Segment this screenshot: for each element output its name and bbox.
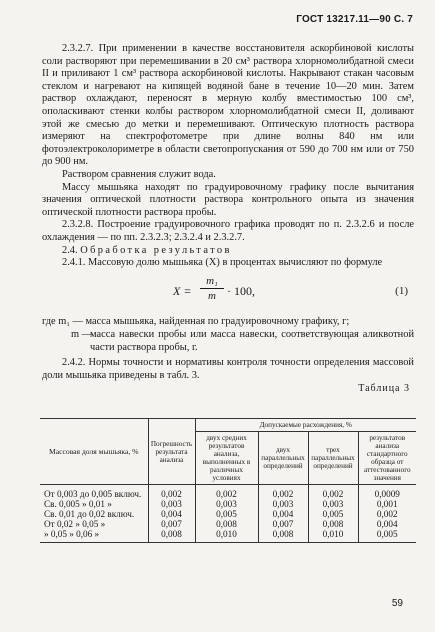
column-mass-fraction: Массовая доля мышьяка, %: [40, 419, 148, 485]
formula-denominator: m: [208, 290, 216, 303]
table-cell: 0,008: [258, 529, 308, 543]
table-cell: 0,010: [195, 529, 258, 543]
section-number: 2.4.: [62, 244, 78, 256]
table-cell: 0,008: [195, 519, 258, 529]
table-cell: 0,002: [358, 509, 416, 519]
table-cell: 0,002: [195, 485, 258, 500]
table-caption: Таблица 3: [358, 382, 410, 394]
section-heading-2-4: [42, 245, 414, 258]
legend-m: [42, 329, 414, 354]
paragraph-2-3-2-7: 2.3.2.7. При применении в качестве восстановителя аскорбиновой кислоты соли растворяют при перемешивании в 20 см³ раствора хлорномолибдатной смеси II и приливают 1 см³ раствора аскорбиновой кислоты. Накрывают стакан часовым стеклом и нагревают на кипящей водяной бане в течение 10—20 мин. Затем раствор охлаждают, переносят в мерную колбу вместимостью 100 см³, ополаскивают стенки колбы раствором хлорномолибдатной смеси II, доливают этой же смесью до метки и перемешивают. Оптическую плотность раствора измеряют на спектрофотометре при длине волны 840 нм или фотоэлектроколориметре в области светопропускания от 590 до 700 нм или от 750 до 900 нм.: [42, 43, 414, 168]
table-cell: 0,008: [148, 529, 195, 543]
table-cell: 0,003: [258, 499, 308, 509]
table-row: [40, 509, 416, 519]
table-cell: 0,010: [308, 529, 358, 543]
table-cell: 0,007: [148, 519, 195, 529]
table-row: [40, 529, 416, 543]
table-cell: » 0,05 » 0,06 »: [40, 529, 148, 543]
legend-m-symbol: m —: [71, 329, 93, 341]
table-3: [40, 418, 416, 543]
formula-numerator: m₁: [200, 275, 224, 290]
table-cell: От 0,003 до 0,005 включ.: [40, 485, 148, 500]
paragraph-2-4-1: 2.4.1. Массовую долю мышьяка (X) в процентах вычисляют по формуле: [62, 257, 383, 269]
main-text: [42, 43, 414, 395]
paragraph-arsenic-mass: Массу мышьяка находят по градуировочному графику после вычитания значения оптической плотности раствора контрольного опыта из значения оптической плотности раствора пробы.: [42, 181, 414, 218]
table-cell: 0,005: [358, 529, 416, 543]
table-cell: 0,004: [358, 519, 416, 529]
formula-lhs: X =: [173, 283, 192, 298]
table-cell: 0,007: [258, 519, 308, 529]
formula-legend: [42, 316, 414, 355]
formula-1: [42, 273, 414, 313]
group-header-tolerances: Допускаемые расхождения, %: [195, 419, 416, 432]
page-header: ГОСТ 13217.11—90 С. 7: [296, 14, 413, 25]
column-two-parallel: двух параллельных определений: [258, 432, 308, 485]
column-reference-sample: результатов анализа стандартного образца от аттестованного значения: [358, 432, 416, 485]
page-number: 59: [391, 598, 403, 609]
section-title: Обработка результатов: [80, 244, 232, 256]
paragraph-2-3-2-8: 2.3.2.8. Построение градуировочного графика проводят по п. 2.3.2.6 и после охлаждения — по пп. 2.3.2.3; 2.3.2.4 и 2.3.2.7.: [42, 219, 414, 243]
table-cell: 0,004: [148, 509, 195, 519]
table-cell: 0,0009: [358, 485, 416, 500]
formula-fraction: [200, 275, 224, 303]
table-row: [40, 499, 416, 509]
column-three-parallel: трех параллельных определений: [308, 432, 358, 485]
table-cell: 0,003: [195, 499, 258, 509]
table-cell: Св. 0,01 до 0,02 включ.: [40, 509, 148, 519]
table-cell: 0,003: [148, 499, 195, 509]
table-cell: Св. 0,005 » 0,01 »: [40, 499, 148, 509]
legend-m1: где m₁ — масса мышьяка, найденная по градуировочному графику, г;: [42, 315, 350, 327]
column-two-averages: двух средних результатов анализа, выполненных в различных условиях: [195, 432, 258, 485]
table-cell: 0,003: [308, 499, 358, 509]
formula-number: (1): [395, 284, 408, 297]
table-cell: 0,002: [148, 485, 195, 500]
table-cell: 0,005: [308, 509, 358, 519]
paragraph-2-4-2: 2.4.2. Нормы точности и нормативы контроля точности определения массовой доли мышьяка приведены в табл. 3.: [42, 357, 414, 382]
table-cell: 0,005: [195, 509, 258, 519]
formula-rhs: · 100,: [227, 283, 255, 298]
table-row: [40, 519, 416, 529]
table-cell: 0,004: [258, 509, 308, 519]
paragraph-reference-solution: Раствором сравнения служит вода.: [62, 168, 216, 180]
table-cell: От 0,02 » 0,05 »: [40, 519, 148, 529]
table-cell: 0,002: [258, 485, 308, 500]
table-cell: 0,002: [308, 485, 358, 500]
column-error: Погрешность результата анализа: [148, 419, 195, 485]
table-cell: 0,008: [308, 519, 358, 529]
table-cell: 0,001: [358, 499, 416, 509]
legend-m-text: масса навески пробы или масса навески, соответствующая аликвотной части раствора пробы, г.: [90, 329, 414, 353]
table-row: [40, 485, 416, 500]
